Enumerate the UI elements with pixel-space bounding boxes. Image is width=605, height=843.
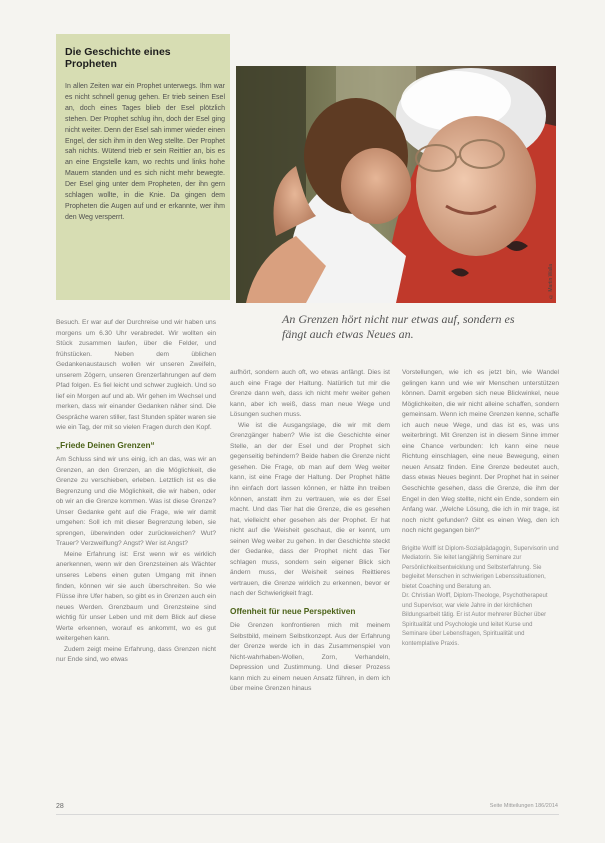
story-sidebar-box bbox=[56, 34, 230, 300]
page-number: 28 bbox=[56, 803, 64, 810]
pull-quote: An Grenzen hört nicht nur etwas auf, sondern es fängt auch etwas Neues an. bbox=[282, 312, 515, 341]
section-heading: Offenheit für neue Perspektiven bbox=[230, 606, 356, 617]
embrace-photo-illustration bbox=[236, 66, 556, 303]
article-column-2 bbox=[230, 368, 390, 695]
photo-credit: © Martin Walla bbox=[548, 264, 554, 299]
sidebar-text: In allen Zeiten war ein Prophet unterwegs. Ihm war es nicht schnell genug gehen. Er trieb seinen Esel an, doch eines Tages blieb der Esel plötzlich stehen. Der Prophet schlug ihn, doch der Esel ging nicht weiter. Denn der Esel sah immer wieder einen Engel, der sich ihm in den Weg stellte. Der Prophet sah nichts. Wütend trieb er sein Reittier an, bis es an eine Engstelle kam, wo rechts und links hohe Mauern standen und es sich nicht mehr bewegte. Der Esel ging unter dem Propheten, der ihn gern schlagen wollte, in die Knie. Da gingen dem Propheten die Augen auf und er erkannte, wer ihm den Weg versperrt. bbox=[65, 83, 225, 221]
paragraph: Vorstellungen, wie ich es jetzt bin, wie Wandel gelingen kann und wie wir Menschen unterstützen können. Damit ergeben sich neue Blickwinkel, neue Möglichkeiten, die wir nicht alleine schaffen, sondern gemeinsam. Wenn ich meine Grenzen kenne, schaffe ich auch neue Wege, und das ist es, was uns weiterbringt. Mit Grenzen ist in diesem Sinne immer eine Chance verbunden: Ich kann eine neue Richtung einschlagen, eine neue Bewegung, einen neuen Ansatz finden. Eine Grenze bedeutet auch, dass etwas Neues beginnt. Der Prophet hat in seiner Geschichte gesehen, dass die Grenze, die ihm der Engel in den Weg stellte, nicht ein Ende, sondern ein Anfang war. „Welche Lösung, die ich in mir trage, ist noch nicht gefunden? Gibt es einen Weg, den ich noch nicht gegangen bin?“ bbox=[402, 369, 559, 535]
footer-rule bbox=[56, 814, 559, 815]
sidebar-title: Die Geschichte eines Propheten bbox=[65, 46, 171, 70]
paragraph: Die Grenzen konfrontieren mich mit meinem Selbstbild, meinem Selbstkonzept. Aus der Erfahrung der Grenze werde ich in das Zusammenspiel von Nicht-wahrhaben-Wollen, Zorn, Verhandeln, Depression und Zustimmung. Und dieser Prozess kann mich zu einem neuen Ansatz führen, in dem ich über meine Grenzen hinaus bbox=[230, 622, 390, 693]
article-column-1 bbox=[56, 318, 216, 666]
paragraph: Meine Erfahrung ist: Erst wenn wir es wirklich anerkennen, wenn wir den Grenzsteinen als Wächter unseres Lebens einen guten Umgang mit ihnen finden, können wir sie auch überschreiten. So wie Flüsse ihre Ufer haben, so gibt es in Grenzen auch ein neues Werden. Grenzbaum und Grenzsteine sind wichtig für unser Leben und mit dem Blick auf diese Werte erkennen, worauf es ankommt, wo es gut weitergehen kann. bbox=[56, 550, 216, 643]
section-heading: „Friede Deinen Grenzen“ bbox=[56, 440, 155, 451]
embrace-photo bbox=[236, 66, 556, 303]
paragraph: Wie ist die Ausgangslage, die wir mit dem Grenzgänger haben? Wie ist die Geschichte einer Stelle, an der der Esel und der Prophet sich gegenseitig behindern? Beide haben die Grenze nicht gesehen. Die Frage, ob man auf dem Weg weiter kann, ist eine Frage der Haltung. Der Prophet hätte ihn einfach dort lassen können, er hätte ihn treiben können, anstatt ihm zu vertrauen, wie es der Esel macht. Und das Tier hat die Grenze, die es gesehen hat, vielleicht eher gesehen als der Prophet. Er hat nicht auf die Weisheit geschaut, die er kennt, um seinen Weg weiter zu gehen. In der Geschichte steckt der Gedanke, dass der Prophet nicht das Tier schlagen muss, sondern sein eigener Blick sich ändern muss, der Weisheit seines Reittieres vertrauen, die Grenze wirklich zu erkennen, bevor er nach der Schwierigkeit fragt. bbox=[230, 421, 390, 598]
paragraph: Am Schluss sind wir uns einig, ich an das, was wir an Grenzen, an den Grenzen, an die Möglichkeit, die Grenze zu verschieben, erleben. Letztlich ist es die Begrenzung und die Möglichkeit, die wir haben, oder ob wir an die Grenze kommen. Was ist diese Grenze? Unser Gedanke geht auf die Frage, wie wir damit umgehen: Soll ich mit dieser Begrenzung leben, sie sprengen, überwinden oder zurückweichen? Wut? Trauer? Verzweiflung? Angst? Wer ist Angst? bbox=[56, 456, 216, 548]
article-column-3 bbox=[402, 368, 559, 649]
paragraph: aufhört, sondern auch oft, wo etwas anfängt. Dies ist auch eine Frage der Haltung. Natürlich tut mir die Grenze dann weh, dass ich nicht mehr weiter gehen kann, aber ich weiß, dass man neue Wege und Lösungen suchen muss. bbox=[230, 369, 390, 419]
paragraph: Besuch. Er war auf der Durchreise und wir haben uns morgens um 6.30 Uhr verabredet. Wir wollten ein Stück zusammen laufen, über die Felder, und frühstücken. Neben dem üblichen Gedankenaustausch wollen wir unseren Zweifeln, unserem Zögern, unseren Grenzerfahrungen auf dem Pfad folgen. Es fiel leicht und schwer zugleich. Und so lief ein Morgen auf und ab. Wir gehen im Wechsel und merken, dass wir einander Gedanken näher sind. Die Gespräche waren stiller, fast Stunden später waren sie wie ein Tag, der mit so vielen Fragen durch den Kopf. bbox=[56, 319, 216, 432]
author-bio: Brigitte Wolff ist Diplom-Sozialpädagogin, Supervisorin und Mediatorin. Sie leitet langjährig Seminare zur Persönlichkeitsentwicklung und Selbsterfahrung. Sie begleitet Menschen in schwierigen Lebenssituationen, bietet Coaching und Beratung an. bbox=[402, 545, 559, 590]
magazine-footer: Seite Mitteilungen 186/2014 bbox=[489, 803, 558, 809]
author-bio: Dr. Christian Wolff, Diplom-Theologe, Psychotherapeut und Supervisor, war viele Jahre in der kirchlichen Bildungsarbeit tätig. Er ist Autor mehrerer Bücher über Spiritualität und Psychologie und leitet Kurse und Seminare über Lebensfragen, Spiritualität und kontemplative Praxis. bbox=[402, 593, 548, 647]
paragraph: Zudem zeigt meine Erfahrung, dass Grenzen nicht nur Ende sind, wo etwas bbox=[56, 645, 216, 664]
